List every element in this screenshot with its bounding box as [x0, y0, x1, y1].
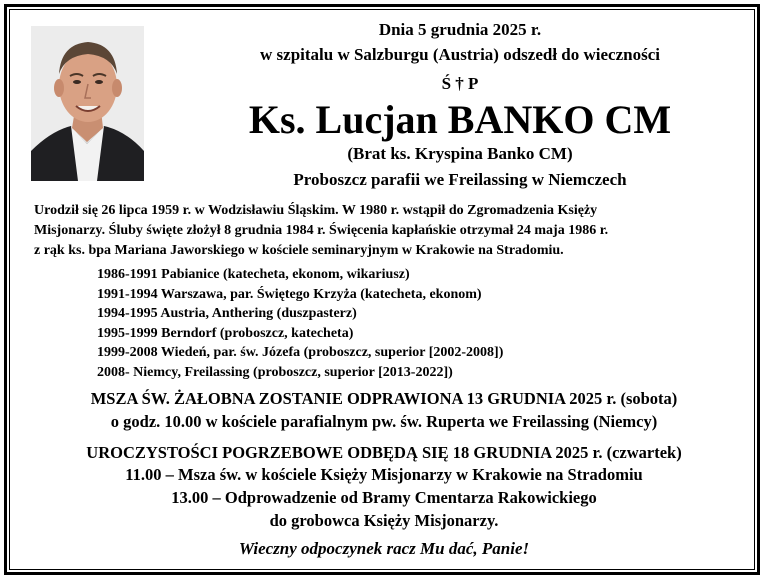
- portrait-photo: [31, 26, 144, 181]
- funeral-schedule-item: do grobowca Księży Misjonarzy.: [269, 511, 499, 530]
- funeral-schedule-item: 13.00 – Odprowadzenie od Bramy Cmentarza Rakowickiego: [171, 488, 597, 507]
- parish-role: Proboszcz parafii we Freilassing w Niemczech: [293, 170, 627, 189]
- career-item: 1995-1999 Berndorf (proboszcz, katecheta): [97, 325, 354, 341]
- career-item: 1999-2008 Wiedeń, par. św. Józefa (proboszcz, superior [2002-2008]): [97, 345, 504, 360]
- mass-details: o godz. 10.00 w kościele parafialnym pw. św. Ruperta we Freilassing (Niemcy): [110, 412, 658, 431]
- career-item: 2008- Niemcy, Freilassing (proboszcz, superior [2013-2022]): [97, 364, 453, 380]
- closing-prayer: Wieczny odpoczynek racz Mu dać, Panie!: [238, 539, 530, 558]
- career-item: 1991-1994 Warszawa, par. Świętego Krzyża (katecheta, ekonom): [97, 286, 482, 302]
- biography-line: Misjonarzy. Śluby święte złożył 8 grudnia 1984 r. Święcenia kapłańskie otrzymał 24 maja 1986 r.: [34, 223, 609, 238]
- deceased-name: Ks. Lucjan BANKO CM: [248, 97, 672, 142]
- biography: [34, 201, 608, 261]
- rip-mark: Ś † P: [441, 74, 479, 93]
- career-item: 1994-1995 Austria, Anthering (duszpasterz): [97, 306, 357, 321]
- biography-line: z rąk ks. bpa Mariana Jaworskiego w kościele seminaryjnym w Krakowie na Stradomiu.: [34, 243, 564, 258]
- biography-line: Urodził się 26 lipca 1959 r. w Wodzisławiu Śląskim. W 1980 r. wstąpił do Zgromadzenia Księży: [34, 203, 598, 218]
- death-place: w szpitalu w Salzburgu (Austria) odszedł do wieczności: [260, 45, 660, 64]
- death-date: Dnia 5 grudnia 2025 r.: [378, 20, 542, 39]
- career-list: [97, 265, 503, 382]
- funeral-schedule-item: 11.00 – Msza św. w kościele Księży Misjonarzy w Krakowie na Stradomiu: [125, 465, 643, 484]
- career-item: 1986-1991 Pabianice (katecheta, ekonom, wikariusz): [97, 267, 410, 282]
- brother-note: (Brat ks. Kryspina Banko CM): [347, 144, 573, 163]
- funeral-announcement: UROCZYSTOŚCI POGRZEBOWE ODBĘDĄ SIĘ 18 GRUDNIA 2025 r. (czwartek): [86, 443, 682, 462]
- mass-announcement: MSZA ŚW. ŻAŁOBNA ZOSTANIE ODPRAWIONA 13 GRUDNIA 2025 r. (sobota): [90, 389, 678, 408]
